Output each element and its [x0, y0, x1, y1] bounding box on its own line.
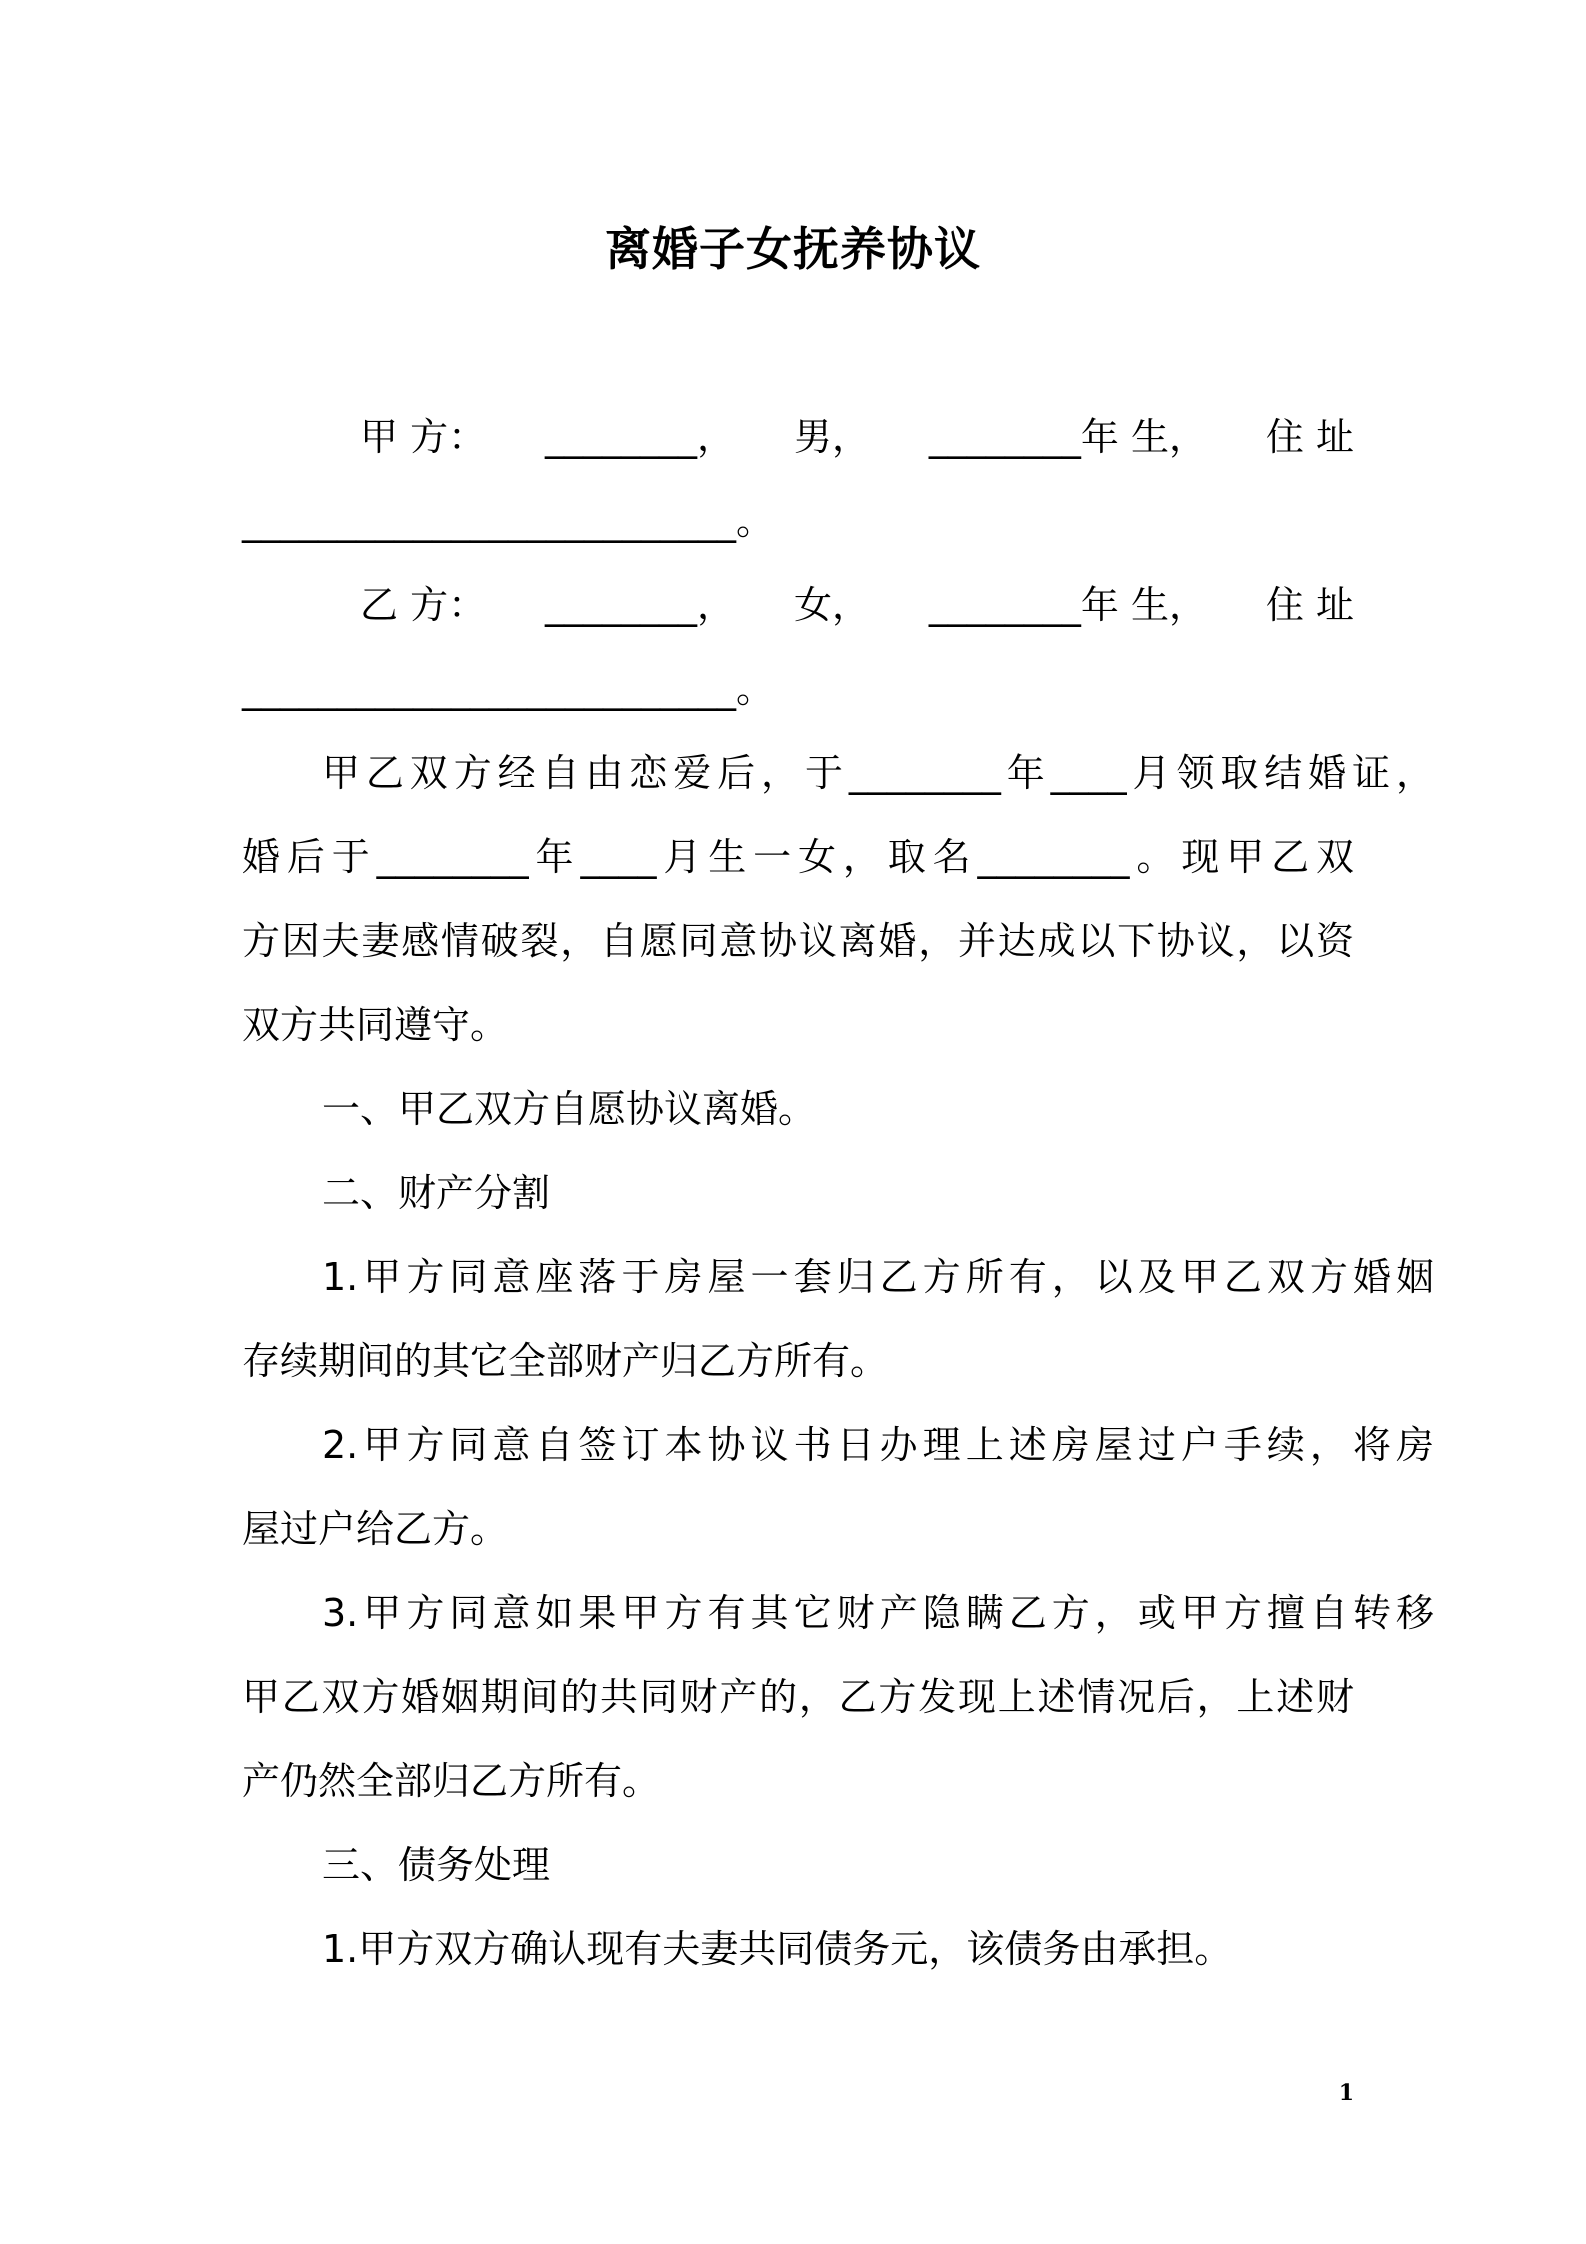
- party-b-line: [360, 580, 1354, 630]
- intro-line-4: 双方共同遵守。: [242, 1003, 509, 1047]
- party-b-address-line: __________________________。: [242, 667, 775, 711]
- section-2-heading: 二、财产分割: [322, 1171, 551, 1215]
- page-number: 1: [1338, 2080, 1354, 2106]
- party-a-address-line: __________________________。: [242, 499, 775, 543]
- clause-2-3-line-3: 产仍然全部归乙方所有。: [242, 1759, 661, 1803]
- clause-2-2-line-2: 屋过户给乙方。: [242, 1507, 509, 1551]
- clause-2-1-line-1: 1.甲方同意座落于房屋一套归乙方所有，以及甲乙双方婚姻: [322, 1255, 1434, 1299]
- party-b-address-label: 住 址: [1265, 583, 1354, 627]
- clause-2-3-line-2: 甲乙双方婚姻期间的共同财产的，乙方发现上述情况后，上述财: [242, 1675, 1354, 1719]
- party-b-year-blank: ________年 生，: [928, 583, 1207, 627]
- intro-line-2: 婚后于________年____月生一女，取名________。现甲乙双: [242, 835, 1354, 879]
- clause-2-1-line-2: 存续期间的其它全部财产归乙方所有。: [242, 1339, 889, 1383]
- party-b-gender: 女，: [793, 583, 870, 627]
- clause-3-1-line-1: 1.甲方双方确认现有夫妻共同债务元，该债务由承担。: [322, 1927, 1233, 1971]
- clause-2-2-line-1: 2.甲方同意自签订本协议书日办理上述房屋过户手续，将房: [322, 1423, 1434, 1467]
- section-1-heading: 一、甲乙双方自愿协议离婚。: [322, 1087, 817, 1131]
- party-a-line: [360, 412, 1354, 462]
- document-title: 离婚子女抚养协议: [605, 222, 981, 276]
- party-a-label: 甲 方：: [360, 415, 487, 459]
- intro-line-3: 方因夫妻感情破裂，自愿同意协议离婚，并达成以下协议，以资: [242, 919, 1354, 963]
- clause-2-3-line-1: 3.甲方同意如果甲方有其它财产隐瞒乙方，或甲方擅自转移: [322, 1591, 1434, 1635]
- section-3-heading: 三、债务处理: [322, 1843, 551, 1887]
- party-a-gender: 男，: [793, 415, 870, 459]
- party-a-address-label: 住 址: [1265, 415, 1354, 459]
- party-b-label: 乙 方：: [360, 583, 487, 627]
- party-a-name-blank: ________，: [545, 415, 736, 459]
- party-a-year-blank: ________年 生，: [928, 415, 1207, 459]
- party-b-name-blank: ________，: [545, 583, 736, 627]
- intro-line-1: 甲乙双方经自由恋爱后，于________年____月领取结婚证，: [322, 751, 1434, 795]
